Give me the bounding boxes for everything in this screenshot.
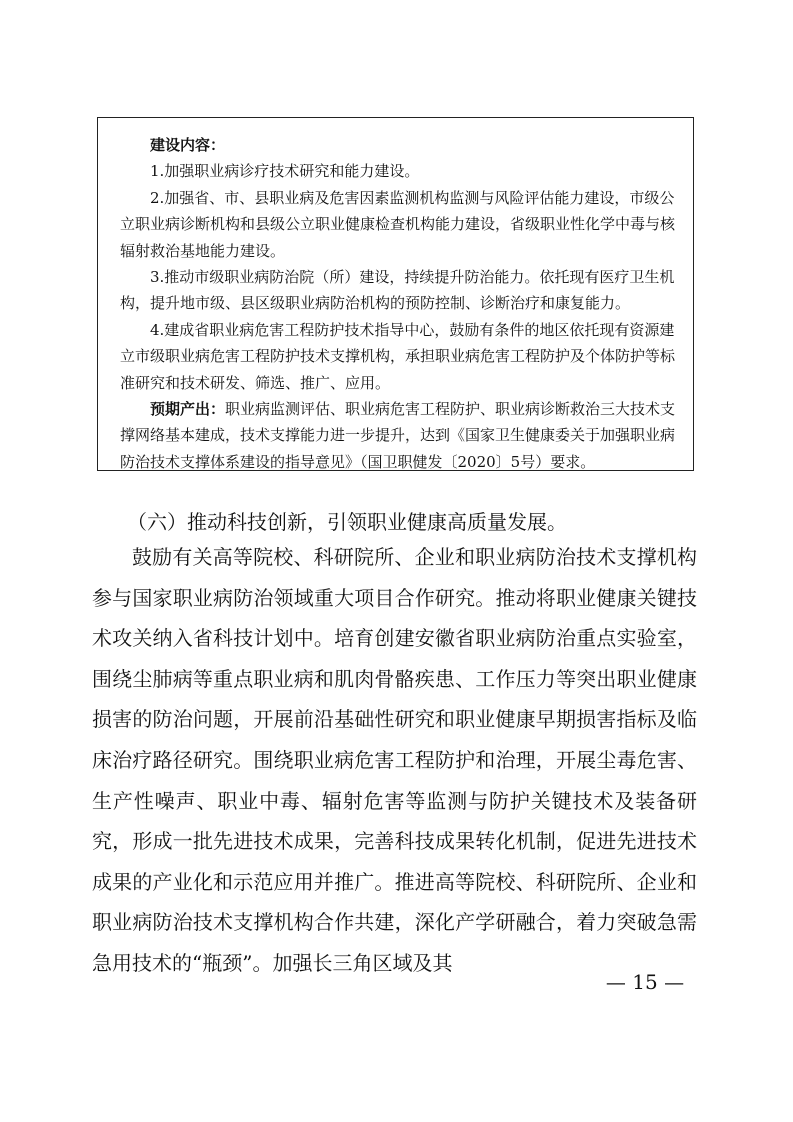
construction-content-box	[97, 117, 694, 471]
box-item-1: 1.加强职业病诊疗技术研究和能力建设。	[150, 162, 420, 181]
box-heading: 建设内容：	[150, 136, 226, 154]
page-number: — 15 —	[605, 970, 685, 994]
expected-output-text: 职业病监测评估、职业病危害工程防护、职业病诊断救治三大技术支撑网络基本建成，技术支撑能力进一步提升，达到《国家卫生健康委关于加强职业病防治技术支撑体系建设的指导意见》（国卫职健发〔2020〕5号）要求。	[120, 400, 676, 471]
box-item-2: 2.加强省、市、县职业病及危害因素监测机构监测与风险评估能力建设，市级公立职业病诊断机构和县级公立职业健康检查机构能力建设，省级职业性化学中毒与核辐射救治基地能力建设。	[120, 188, 676, 260]
box-item-3: 3.推动市级职业病防治院（所）建设，持续提升防治能力。依托现有医疗卫生机构，提升地市级、县区级职业病防治机构的预防控制、诊断治疗和康复能力。	[120, 268, 675, 313]
body-paragraph: 鼓励有关高等院校、科研院所、企业和职业病防治技术支撑机构参与国家职业病防治领域重大项目合作研究。推动将职业健康关键技术攻关纳入省科技计划中。培育创建安徽省职业病防治重点实验室，围绕尘肺病等重点职业病和肌肉骨骼疾患、工作压力等突出职业健康损害的防治问题，开展前沿基础性研究和职业健康早期损害指标及临床治疗路径研究。围绕职业病危害工程防护和治理，开展尘毒危害、生产性噪声、职业中毒、辐射危害等监测与防护关键技术及装备研究，形成一批先进技术成果，完善科技成果转化机制，促进先进技术成果的产业化和示范应用并推广。推进高等院校、科研院所、企业和职业病防治技术支撑机构合作共建，深化产学研融合，着力突破急需急用技术的“瓶颈”。加强长三角区域及其	[92, 545, 697, 975]
section-title: （六）推动科技创新，引领职业健康高质量发展。	[127, 510, 567, 534]
box-expected-output	[120, 396, 681, 475]
box-item-4: 4.建成省职业病危害工程防护技术指导中心，鼓励有条件的地区依托现有资源建立市级职业病危害工程防护技术支撑机构，承担职业病危害工程防护及个体防护等标准研究和技术研发、筛选、推广、应用。	[120, 320, 676, 392]
expected-output-label: 预期产出：	[150, 400, 226, 419]
